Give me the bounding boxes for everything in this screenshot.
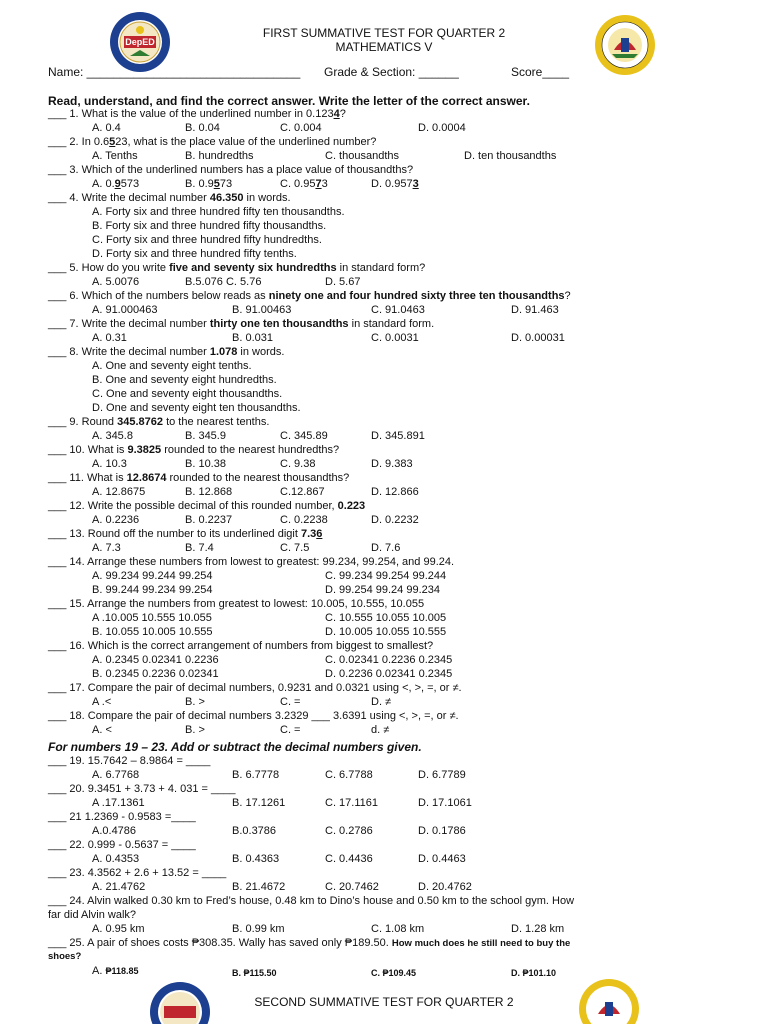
q17-option-d[interactable]: D. ≠ [371, 696, 392, 708]
q2-option-c[interactable]: C. thousandths [325, 150, 399, 162]
q10-option-a[interactable]: A. 10.3 [92, 458, 127, 470]
q9-option-d[interactable]: D. 345.891 [371, 430, 425, 442]
grade-section-field[interactable]: Grade & Section: ______ [324, 65, 459, 79]
q25-option-a[interactable]: A. ₱118.85 [92, 965, 139, 977]
q20-option-b[interactable]: B. 17.1261 [232, 797, 286, 809]
q13-option-d[interactable]: D. 7.6 [371, 542, 401, 554]
question-2: ___ 2. In 0.6523, what is the place value of the underlined number? [48, 136, 377, 148]
question-17: ___ 17. Compare the pair of decimal numbers, 0.9231 and 0.0321 using <, >, =, or ≠. [48, 682, 462, 694]
test-title: FIRST SUMMATIVE TEST FOR QUARTER 2 [262, 26, 506, 40]
instructions: Read, understand, and find the correct answer. Write the letter of the correct answer. [48, 94, 530, 108]
question-25-cont: shoes? [48, 951, 82, 962]
q4-option-c[interactable]: C. Forty six and three hundred fifty hundredths. [92, 234, 322, 246]
q15-option-c[interactable]: C. 10.555 10.055 10.005 [325, 612, 447, 624]
q23-option-c[interactable]: C. 20.7462 [325, 881, 379, 893]
q10-option-c[interactable]: C. 9.38 [280, 458, 316, 470]
q16-option-b[interactable]: B. 0.2345 0.2236 0.02341 [92, 668, 219, 680]
q16-option-c[interactable]: C. 0.02341 0.2236 0.2345 [325, 654, 453, 666]
q20-option-a[interactable]: A .17.1361 [92, 797, 145, 809]
q7-option-a[interactable]: A. 0.31 [92, 332, 127, 344]
deped-seal-bottom-icon [578, 978, 640, 1024]
question-18: ___ 18. Compare the pair of decimal numbers 3.2329 ___ 3.6391 using <, >, =, or ≠. [48, 710, 459, 722]
q5-option-d[interactable]: D. 5.67 [325, 276, 361, 288]
q12-option-b[interactable]: B. 0.2237 [185, 514, 233, 526]
q17-option-b[interactable]: B. > [185, 696, 205, 708]
question-4: ___ 4. Write the decimal number 46.350 in words. [48, 192, 291, 204]
question-12: ___ 12. Write the possible decimal of this rounded number, 0.223 [48, 500, 366, 512]
q24-option-d[interactable]: D. 1.28 km [511, 923, 565, 935]
q10-option-d[interactable]: D. 9.383 [371, 458, 413, 470]
q13-option-c[interactable]: C. 7.5 [280, 542, 310, 554]
q22-option-d[interactable]: D. 0.4463 [418, 853, 466, 865]
q15-option-b[interactable]: B. 10.055 10.005 10.555 [92, 626, 213, 638]
question-24: ___ 24. Alvin walked 0.30 km to Fred’s house, 0.48 km to Dino’s house and 0.50 km to the school gym. How [48, 895, 575, 907]
question-10: ___ 10. What is 9.3825 rounded to the nearest hundredths? [48, 444, 340, 456]
q9-option-c[interactable]: C. 345.89 [280, 430, 328, 442]
question-25: ___ 25. A pair of shoes costs ₱308.35. Wally has saved only ₱189.50. How much does he still need to buy the [48, 937, 571, 949]
q14-option-d[interactable]: D. 99.254 99.24 99.234 [325, 584, 440, 596]
q5-option-b[interactable]: B.5.076 C. 5.76 [185, 276, 262, 288]
q3-option-b[interactable]: B. 0.9573 [185, 178, 233, 190]
question-5: ___ 5. How do you write five and seventy six hundredths in standard form? [48, 262, 426, 274]
q23-option-a[interactable]: A. 21.4762 [92, 881, 146, 893]
deped-seal-bottom-right [578, 978, 640, 1024]
q16-option-d[interactable]: D. 0.2236 0.02341 0.2345 [325, 668, 453, 680]
question-7: ___ 7. Write the decimal number thirty one ten thousandths in standard form. [48, 318, 435, 330]
q2-option-d[interactable]: D. ten thousandths [464, 150, 557, 162]
name-field[interactable]: Name: ________________________________ [48, 65, 301, 79]
q11-option-d[interactable]: D. 12.866 [371, 486, 419, 498]
q3-option-a[interactable]: A. 0.9573 [92, 178, 140, 190]
q15-option-a[interactable]: A .10.005 10.555 10.055 [92, 612, 212, 624]
q19-option-d[interactable]: D. 6.7789 [418, 769, 466, 781]
q7-option-d[interactable]: D. 0.00031 [511, 332, 565, 344]
q24-option-b[interactable]: B. 0.99 km [232, 923, 285, 935]
q14-option-b[interactable]: B. 99.244 99.234 99.254 [92, 584, 213, 596]
q23-option-b[interactable]: B. 21.4672 [232, 881, 286, 893]
q10-option-b[interactable]: B. 10.38 [185, 458, 226, 470]
q4-option-a[interactable]: A. Forty six and three hundred fifty ten thousandths. [92, 206, 345, 218]
q12-option-d[interactable]: D. 0.2232 [371, 514, 419, 526]
q21-option-d[interactable]: D. 0.1786 [418, 825, 466, 837]
question-19: ___ 19. 15.7642 – 8.9864 = ____ [48, 755, 211, 767]
q24-option-c[interactable]: C. 1.08 km [371, 923, 425, 935]
q21-option-c[interactable]: C. 0.2786 [325, 825, 373, 837]
q13-option-b[interactable]: B. 7.4 [185, 542, 214, 554]
q6-option-c[interactable]: C. 91.0463 [371, 304, 425, 316]
question-9: ___ 9. Round 345.8762 to the nearest tenths. [48, 416, 270, 428]
q9-option-a[interactable]: A. 345.8 [92, 430, 133, 442]
q16-option-a[interactable]: A. 0.2345 0.02341 0.2236 [92, 654, 219, 666]
q7-option-c[interactable]: C. 0.0031 [371, 332, 419, 344]
q6-option-b[interactable]: B. 91.00463 [232, 304, 292, 316]
q1-option-a[interactable]: A. 0.4 [92, 122, 121, 134]
section-2-instructions: For numbers 19 – 23. Add or subtract the decimal numbers given. [48, 740, 422, 754]
q3-option-c[interactable]: C. 0.9573 [280, 178, 328, 190]
q20-option-d[interactable]: D. 17.1061 [418, 797, 472, 809]
q22-option-b[interactable]: B. 0.4363 [232, 853, 280, 865]
q15-option-d[interactable]: D. 10.005 10.055 10.555 [325, 626, 447, 638]
question-20: ___ 20. 9.3451 + 3.73 + 4. 031 = ____ [48, 783, 236, 795]
q17-option-c[interactable]: C. = [280, 696, 301, 708]
question-3: ___ 3. Which of the underlined numbers has a place value of thousandths? [48, 164, 414, 176]
q12-option-a[interactable]: A. 0.2236 [92, 514, 140, 526]
q8-option-d[interactable]: D. One and seventy eight ten thousandths. [92, 402, 301, 414]
q18-option-b[interactable]: B. > [185, 724, 205, 736]
q7-option-b[interactable]: B. 0.031 [232, 332, 273, 344]
question-6: ___ 6. Which of the numbers below reads as ninety one and four hundred sixty three ten thousandths? [48, 290, 571, 302]
q4-option-b[interactable]: B. Forty six and three hundred fifty thousandths. [92, 220, 327, 232]
question-23: ___ 23. 4.3562 + 2.6 + 13.52 = ____ [48, 867, 227, 879]
q8-option-c[interactable]: C. One and seventy eight thousandths. [92, 388, 283, 400]
question-11: ___ 11. What is 12.8674 rounded to the nearest thousandths? [48, 472, 350, 484]
subject-title: MATHEMATICS V [335, 40, 433, 54]
footer-title: SECOND SUMMATIVE TEST FOR QUARTER 2 [254, 995, 514, 1009]
q21-option-a[interactable]: A.0.4786 [92, 825, 137, 837]
q21-option-b[interactable]: B.0.3786 [232, 825, 277, 837]
q19-option-c[interactable]: C. 6.7788 [325, 769, 373, 781]
q5-option-a[interactable]: A. 5.0076 [92, 276, 140, 288]
q25-option-c[interactable]: C. ₱109.45 [371, 968, 417, 978]
q23-option-d[interactable]: D. 20.4762 [418, 881, 472, 893]
q6-option-d[interactable]: D. 91.463 [511, 304, 559, 316]
q2-option-b[interactable]: B. hundredths [185, 150, 254, 162]
q18-option-d[interactable]: d. ≠ [371, 724, 390, 736]
q1-option-c[interactable]: C. 0.004 [280, 122, 322, 134]
q18-option-a[interactable]: A. < [92, 724, 112, 736]
q8-option-b[interactable]: B. One and seventy eight hundredths. [92, 374, 277, 386]
question-14: ___ 14. Arrange these numbers from lowest to greatest: 99.234, 99.254, and 99.24. [48, 556, 455, 568]
question-15: ___ 15. Arrange the numbers from greatest to lowest: 10.005, 10.555, 10.055 [48, 598, 425, 610]
q19-option-a[interactable]: A. 6.7768 [92, 769, 140, 781]
q22-option-c[interactable]: C. 0.4436 [325, 853, 373, 865]
q13-option-a[interactable]: A. 7.3 [92, 542, 121, 554]
q25-option-d[interactable]: D. ₱101.10 [511, 968, 557, 978]
q8-option-a[interactable]: A. One and seventy eight tenths. [92, 360, 252, 372]
q1-option-b[interactable]: B. 0.04 [185, 122, 220, 134]
question-22: ___ 22. 0.999 - 0.5637 = ____ [48, 839, 196, 851]
q12-option-c[interactable]: C. 0.2238 [280, 514, 328, 526]
svg-text:DepED: DepED [125, 37, 155, 47]
question-21: ___ 21 1.2369 - 0.9583 =____ [48, 811, 196, 823]
q3-option-d[interactable]: D. 0.9573 [371, 178, 419, 190]
question-8: ___ 8. Write the decimal number 1.078 in words. [48, 346, 285, 358]
q1-option-d[interactable]: D. 0.0004 [418, 122, 466, 134]
q17-option-a[interactable]: A .< [92, 696, 112, 708]
q11-option-a[interactable]: A. 12.8675 [92, 486, 146, 498]
q25-option-b[interactable]: B. ₱115.50 [232, 968, 277, 978]
question-24-cont: far did Alvin walk? [48, 909, 137, 921]
q6-option-a[interactable]: A. 91.000463 [92, 304, 158, 316]
score-field[interactable]: Score____ [511, 65, 570, 79]
q9-option-b[interactable]: B. 345.9 [185, 430, 226, 442]
q22-option-a[interactable]: A. 0.4353 [92, 853, 140, 865]
q20-option-c[interactable]: C. 17.1161 [325, 797, 379, 809]
q14-option-c[interactable]: C. 99.234 99.254 99.244 [325, 570, 447, 582]
question-1: ___ 1. What is the value of the underlined number in 0.1234? [48, 108, 346, 120]
q18-option-c[interactable]: C. = [280, 724, 301, 736]
question-13: ___ 13. Round off the number to its underlined digit 7.36 [48, 528, 323, 540]
question-16: ___ 16. Which is the correct arrangement of numbers from biggest to smallest? [48, 640, 434, 652]
q24-option-a[interactable]: A. 0.95 km [92, 923, 145, 935]
q14-option-a[interactable]: A. 99.234 99.244 99.254 [92, 570, 213, 582]
q4-option-d[interactable]: D. Forty six and three hundred fifty tenths. [92, 248, 297, 260]
q11-option-b[interactable]: B. 12.868 [185, 486, 233, 498]
q19-option-b[interactable]: B. 6.7778 [232, 769, 280, 781]
q2-option-a[interactable]: A. Tenths [92, 150, 138, 162]
q11-option-c[interactable]: C.12.867 [280, 486, 325, 498]
